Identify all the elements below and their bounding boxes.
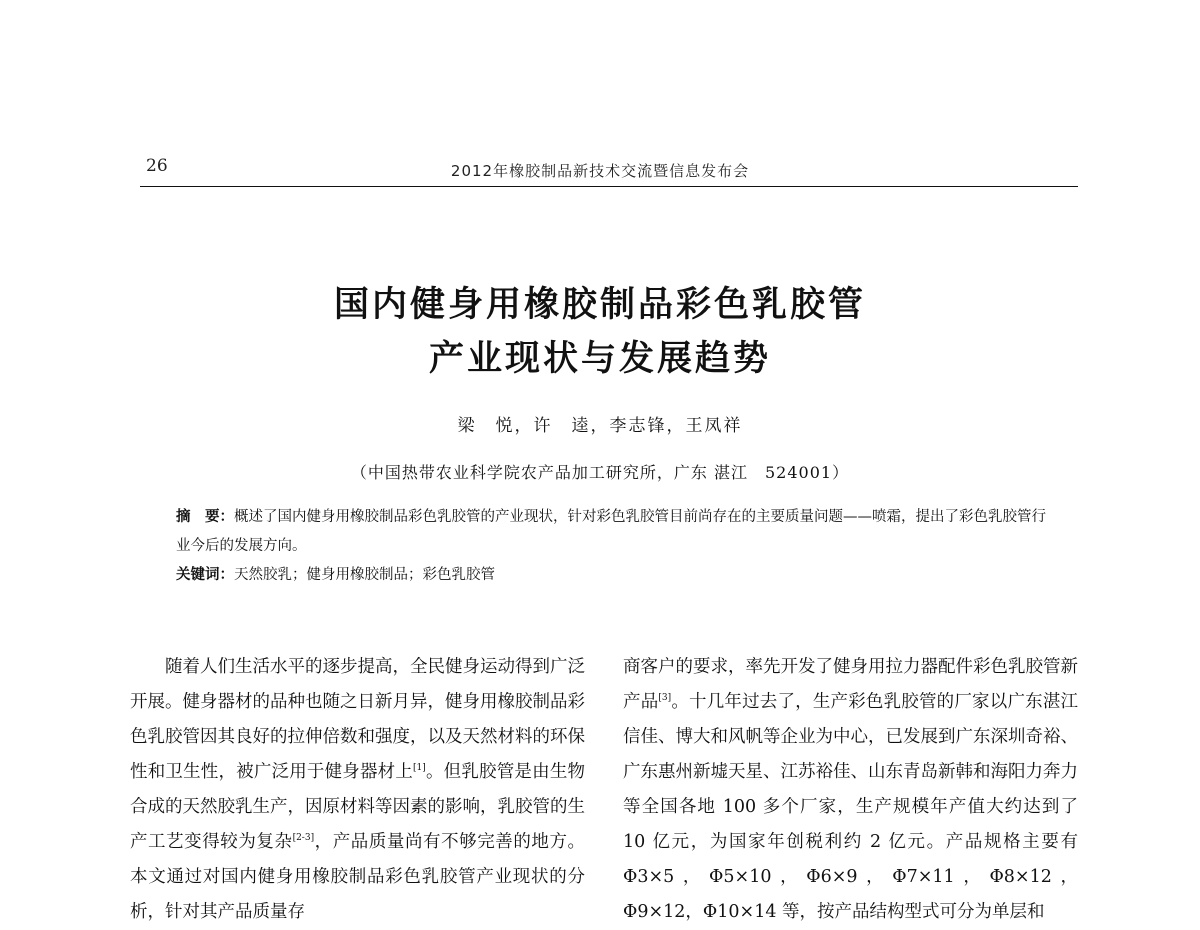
body-text: ，产品质量尚有不够完善的地方。本文通过对国内健身用橡胶制品彩色乳胶管产业现状的分析，针对其产品质量存 <box>130 832 586 922</box>
body-column-right <box>623 650 1078 930</box>
affiliation: （中国热带农业科学院农产品加工研究所，广东 湛江 524001） <box>350 463 850 482</box>
abstract-text: 概述了国内健身用橡胶制品彩色乳胶管的产业现状，针对彩色乳胶管目前尚存在的主要质量问题——喷霜，提出了彩色乳胶管行业今后的发展方向。 <box>176 509 1046 554</box>
title-line-2: 产业现状与发展趋势 <box>428 339 771 379</box>
abstract-label: 摘 要： <box>176 509 234 525</box>
citation: [2-3] <box>292 833 315 844</box>
body-text: 随着人们生活水平的逐步提高，全民健身运动得到广泛开展。健身器材的品种也随之日新月异，健身用橡胶制品彩色乳胶管因其良好的拉伸倍数和强度，以及天然材料的环保性和卫生性，被广泛用于健身器材上 <box>130 657 585 782</box>
body-column-left <box>130 650 585 930</box>
running-head: 2012年橡胶制品新技术交流暨信息发布会 <box>450 162 750 180</box>
body-text: 。但乳胶管是由生物合成的天然胶乳生产，因原材料等因素的影响，乳胶管的生产工艺变得较为复杂 <box>130 762 586 852</box>
abstract-block <box>176 503 1056 590</box>
body-paragraph <box>130 650 585 930</box>
body-paragraph <box>623 650 1078 930</box>
keywords-label: 关键词： <box>176 567 234 583</box>
keywords <box>176 561 1056 590</box>
body-text: 。十几年过去了，生产彩色乳胶管的厂家以广东湛江信佳、博大和风帆等企业为中心，已发展到广东深圳奇裕、广东惠州新墟天星、江苏裕佳、山东青岛新韩和海阳力奔力等全国各地 100 多个厂家，生产规模年产值大约达到了 10 亿元，为国家年创税利约 2 亿元。产品规格主要有 Φ3×5，Φ5×10，Φ6×9，Φ7×11，Φ8×12，Φ9×12，Φ10×14 等，按产品结构型式可分为单层和 <box>623 692 1079 922</box>
citation: [1] <box>413 763 426 774</box>
title-line-1: 国内健身用橡胶制品彩色乳胶管 <box>333 285 866 325</box>
keywords-text: 天然胶乳；健身用橡胶制品；彩色乳胶管 <box>234 567 495 583</box>
citation: [3] <box>658 693 672 704</box>
authors: 梁 悦，许 逵，李志锋，王凤祥 <box>457 416 743 436</box>
body-text: 商客户的要求，率先开发了健身用拉力器配件彩色乳胶管新产品 <box>623 657 1078 712</box>
abstract <box>176 503 1056 561</box>
article-title <box>0 278 1200 386</box>
page-number: 26 <box>146 156 168 176</box>
header-rule <box>140 186 1078 187</box>
